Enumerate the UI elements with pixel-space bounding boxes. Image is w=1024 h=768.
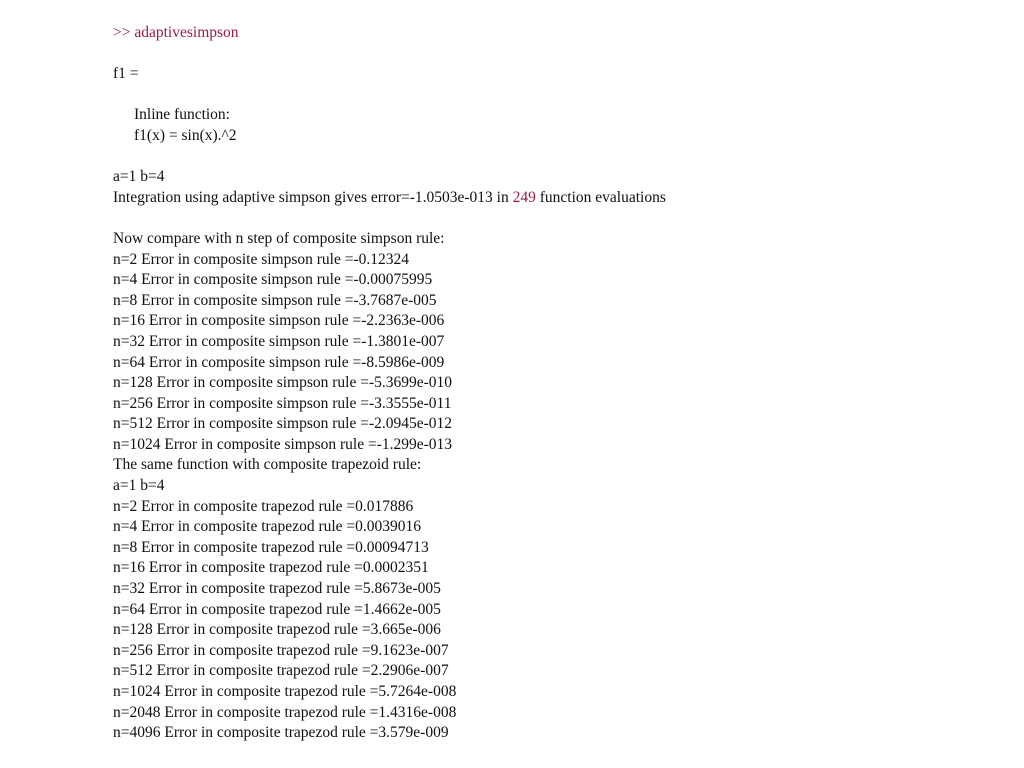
trapezoid-result-row: n=2048 Error in composite trapezod rule =1.4316e-008 [113,703,457,721]
simpson-result-row: n=4 Error in composite simpson rule =-0.00075995 [113,271,433,289]
command-prompt: >> [113,24,131,41]
command-line [113,23,993,44]
blank-line [113,208,993,229]
trapezoid-bounds-line: a=1 b=4 [113,477,165,495]
adaptive-result-line [113,188,993,209]
inline-function-header: Inline function: [134,106,230,124]
command-name: adaptivesimpson [134,24,239,41]
trapezoid-result-row: n=512 Error in composite trapezod rule =2.2906e-007 [113,662,449,680]
blank-line [113,85,993,106]
variable-line: f1 = [113,65,139,83]
trapezoid-header: The same function with composite trapezoid rule: [113,456,422,474]
inline-function-expression: f1(x) = sin(x).^2 [134,126,237,144]
simpson-result-row: n=128 Error in composite simpson rule =-5.3699e-010 [113,374,453,392]
trapezoid-result-row: n=1024 Error in composite trapezod rule =5.7264e-008 [113,683,457,700]
simpson-result-row: n=64 Error in composite simpson rule =-8.5986e-009 [113,353,445,371]
trapezoid-result-row: n=64 Error in composite trapezod rule =1.4662e-005 [113,600,441,618]
bounds-line: a=1 b=4 [113,168,165,186]
trapezoid-result-row: n=4 Error in composite trapezod rule =0.0039016 [113,518,422,536]
trapezoid-result-row: n=4096 Error in composite trapezod rule =3.579e-009 [113,724,449,742]
simpson-result-row: n=1024 Error in composite simpson rule =-1.299e-013 [113,435,453,453]
evaluation-count: 249 [512,188,536,206]
blank-line [113,147,993,168]
simpson-header: Now compare with n step of composite simpson rule: [113,229,445,247]
simpson-result-row: n=2 Error in composite simpson rule =-0.12324 [113,250,410,268]
trapezoid-result-row: n=32 Error in composite trapezod rule =5.8673e-005 [113,580,441,598]
command-window-output [113,23,993,744]
trapezoid-result-row: n=16 Error in composite trapezod rule =0.0002351 [113,559,429,577]
trapezoid-result-row: n=128 Error in composite trapezod rule =3.665e-006 [113,621,441,639]
blank-line [113,44,993,65]
simpson-result-row: n=32 Error in composite simpson rule =-1.3801e-007 [113,332,445,350]
simpson-result-row: n=256 Error in composite simpson rule =-3.3555e-011 [113,394,452,412]
adaptive-result-suffix: function evaluations [539,188,666,206]
adaptive-result-prefix: Integration using adaptive simpson gives error=-1.0503e-013 in [113,188,509,206]
trapezoid-result-row: n=2 Error in composite trapezod rule =0.017886 [113,497,414,515]
simpson-results [113,250,993,456]
simpson-result-row: n=16 Error in composite simpson rule =-2.2363e-006 [113,312,445,330]
trapezoid-result-row: n=8 Error in composite trapezod rule =0.00094713 [113,538,429,556]
simpson-result-row: n=8 Error in composite simpson rule =-3.7687e-005 [113,291,437,309]
trapezoid-result-row: n=256 Error in composite trapezod rule =9.1623e-007 [113,641,449,659]
simpson-result-row: n=512 Error in composite simpson rule =-2.0945e-012 [113,415,453,433]
trapezoid-results [113,497,993,744]
